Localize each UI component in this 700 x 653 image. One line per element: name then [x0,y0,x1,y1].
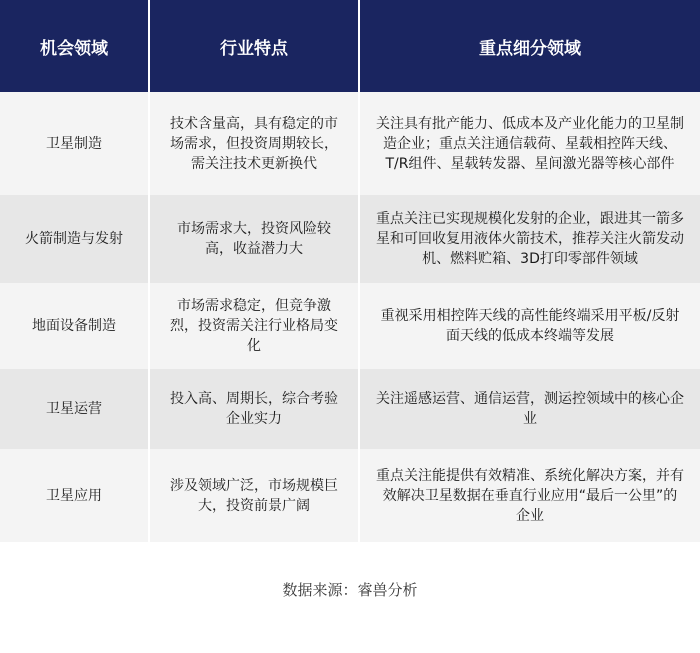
row-focus: 重视采用相控阵天线的高性能终端采用平板/反射面天线的低成本终端等发展 [380,308,680,344]
row-feature: 市场需求大，投资风险较高，收益潜力大 [150,195,360,283]
row-feature: 市场需求稳定，但竞争激烈，投资需关注行业格局变化 [150,283,360,369]
row-feature: 投入高、周期长，综合考验企业实力 [150,369,360,449]
table-row [0,369,700,449]
row-focus: 重点关注已实现规模化发射的企业，跟进其一箭多星和可回收复用液体火箭技术，推荐关注火箭发动机、燃料贮箱、3D打印零部件领域 [376,211,684,267]
table-row [0,449,700,542]
row-area: 地面设备制造 [0,283,150,369]
table-header [0,0,700,92]
row-area: 卫星运营 [0,369,150,449]
header-opportunity-area: 机会领域 [0,0,150,92]
row-focus: 关注具有批产能力、低成本及产业化能力的卫星制造企业；重点关注通信载荷、星载相控阵天线、T/R组件、星载转发器、星间激光器等核心部件 [376,115,684,172]
row-area: 卫星应用 [0,449,150,542]
row-focus: 关注遥感运营、通信运营，测运控领域中的核心企业 [376,391,684,427]
table-row [0,283,700,369]
table-row [0,195,700,283]
row-area: 火箭制造与发射 [0,195,150,283]
row-focus: 重点关注能提供有效精准、系统化解决方案，并有效解决卫星数据在垂直行业应用“最后一公里”的企业 [376,467,684,524]
table-row [0,92,700,195]
header-key-segments: 重点细分领域 [479,38,581,59]
row-area: 卫星制造 [0,92,150,195]
header-industry-feature: 行业特点 [150,0,360,92]
data-source-note: 数据来源：睿兽分析 [282,581,418,599]
row-feature: 技术含量高，具有稳定的市场需求，但投资周期较长，需关注技术更新换代 [150,92,360,195]
row-feature: 涉及领域广泛，市场规模巨大，投资前景广阔 [150,449,360,542]
